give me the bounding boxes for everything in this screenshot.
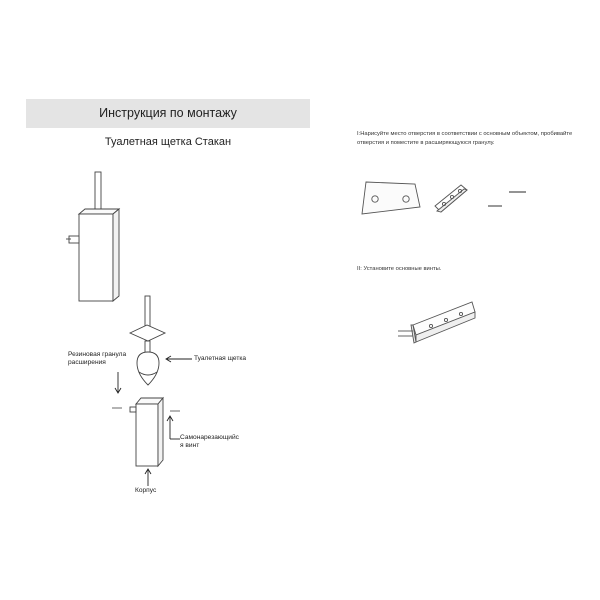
step-2-text: II: Установите основные винты.	[357, 266, 442, 272]
step-1-text: I:Нарисуйте место отверстия в соответствии с основным объектом, пробивайте отверстия и поместите в расширяющуюся гранулу.	[357, 131, 573, 146]
label-rubber-granule: Резиновая гранула расширения	[68, 351, 127, 367]
page-title: Инструкция по монтажу	[99, 106, 237, 120]
body-exploded	[130, 398, 163, 466]
brush-exploded	[130, 296, 165, 385]
product-name: Туалетная щетка Стакан	[104, 136, 232, 148]
assembled-brush-holder	[66, 172, 119, 301]
step1-screws	[488, 192, 526, 206]
label-body: Корпус	[135, 487, 157, 494]
label-self-tapping-screw: Самонарезающийс я винт	[180, 434, 239, 450]
label-toilet-brush: Туалетная щетка	[194, 355, 247, 362]
step1-parts	[362, 182, 467, 214]
step2-assembly	[398, 302, 475, 343]
